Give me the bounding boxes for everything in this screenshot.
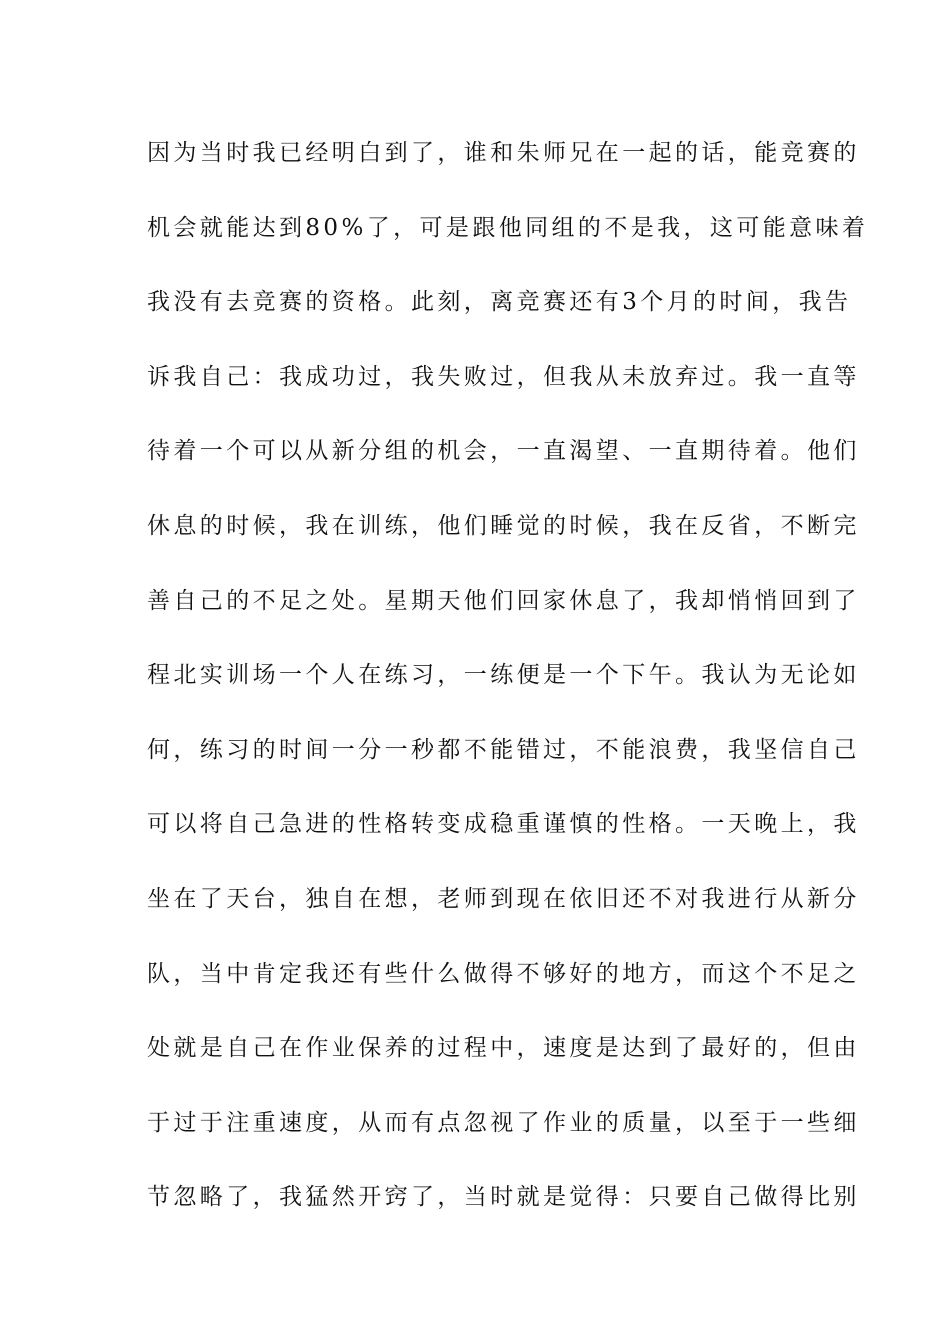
text-line-14: 于过于注重速度，从而有点忽视了作业的质量，以至于一些细 — [147, 1109, 860, 1136]
text-line-6: 休息的时候，我在训练，他们睡觉的时候，我在反省，不断完 — [147, 512, 860, 539]
text-line-7: 善自己的不足之处。星期天他们回家休息了，我却悄悄回到了 — [147, 587, 860, 614]
text-line-2: 机会就能达到80%了，可是跟他同组的不是我，这可能意味着 — [147, 214, 869, 241]
text-line-1: 因为当时我已经明白到了，谁和朱师兄在一起的话，能竞赛的 — [147, 140, 860, 166]
text-line-5: 待着一个可以从新分组的机会，一直渴望、一直期待着。他们 — [147, 438, 860, 465]
text-line-8: 程北实训场一个人在练习，一练便是一个下午。我认为无论如 — [147, 662, 860, 689]
text-line-13: 处就是自己在作业保养的过程中，速度是达到了最好的，但由 — [147, 1035, 860, 1062]
text-line-3: 我没有去竞赛的资格。此刻，离竞赛还有3个月的时间，我告 — [147, 289, 852, 316]
text-line-4: 诉我自己：我成功过，我失败过，但我从未放弃过。我一直等 — [147, 363, 860, 390]
text-line-12: 队，当中肯定我还有些什么做得不够好的地方，而这个不足之 — [147, 960, 860, 987]
text-line-15: 节忽略了，我猛然开窍了，当时就是觉得：只要自己做得比别 — [147, 1184, 860, 1211]
text-line-9: 何，练习的时间一分一秒都不能错过，不能浪费，我坚信自己 — [147, 736, 860, 763]
body-text — [147, 132, 869, 1251]
text-line-11: 坐在了天台，独自在想，老师到现在依旧还不对我进行从新分 — [147, 885, 860, 912]
text-line-10: 可以将自己急进的性格转变成稳重谨慎的性格。一天晚上，我 — [147, 811, 860, 838]
